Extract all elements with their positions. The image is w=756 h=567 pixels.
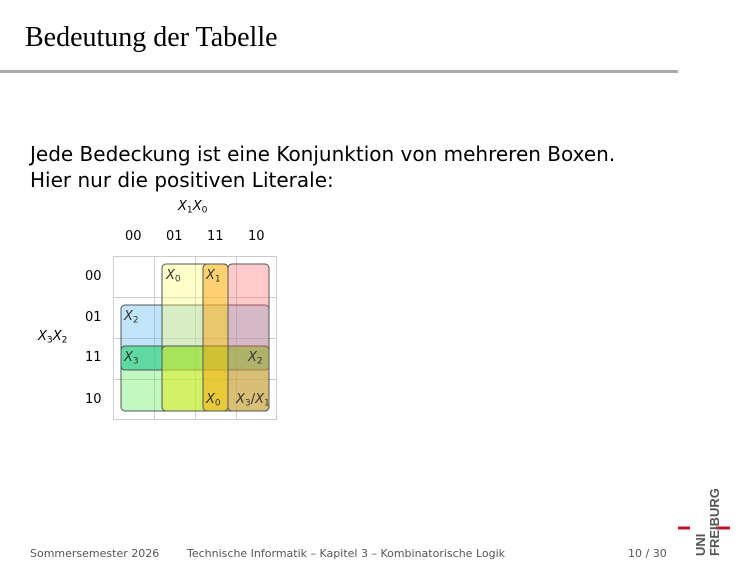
column-header: 11 xyxy=(207,229,224,244)
coverage-boxes xyxy=(121,264,269,411)
box-label-x0-bottom: $X_0$ xyxy=(206,392,221,409)
column-variable-label: $X_1X_0$ xyxy=(178,199,208,216)
column-header: 00 xyxy=(125,229,142,244)
x1-box xyxy=(203,264,228,411)
row-header: 00 xyxy=(85,269,102,284)
box-label-x3-x1-bottom: $X_3/X_1$ xyxy=(236,392,270,409)
logo-text-freiburg: FREIBURG xyxy=(707,488,722,556)
intro-line-2: Hier nur die positiven Literale: xyxy=(30,168,334,192)
logo-text-uni: UNI xyxy=(693,533,708,556)
row-header: 10 xyxy=(85,392,102,407)
box-label-x2-right: $X_2$ xyxy=(248,350,263,367)
footer-course: Technische Informatik – Kapitel 3 – Kombinatorische Logik xyxy=(187,547,506,560)
box-label-x3-left: $X_3$ xyxy=(124,350,139,367)
box-label-x0-top: $X_0$ xyxy=(166,268,181,285)
red-box xyxy=(228,264,269,411)
column-header: 10 xyxy=(248,229,265,244)
footer-page-number: 10 / 30 xyxy=(628,547,667,560)
box-label-x2-left: $X_2$ xyxy=(124,309,139,326)
box-label-x1-top: $X_1$ xyxy=(206,268,221,285)
intro-line-1: Jede Bedeckung ist eine Konjunktion von mehreren Boxen. xyxy=(30,142,616,166)
slide-title: Bedeutung der Tabelle xyxy=(25,22,278,53)
row-header: 01 xyxy=(85,310,102,325)
university-logo xyxy=(676,478,738,562)
footer-semester: Sommersemester 2026 xyxy=(30,547,160,560)
column-header: 01 xyxy=(166,229,183,244)
row-header: 11 xyxy=(85,350,102,365)
row-variable-label: $X_3X_2$ xyxy=(38,329,68,346)
